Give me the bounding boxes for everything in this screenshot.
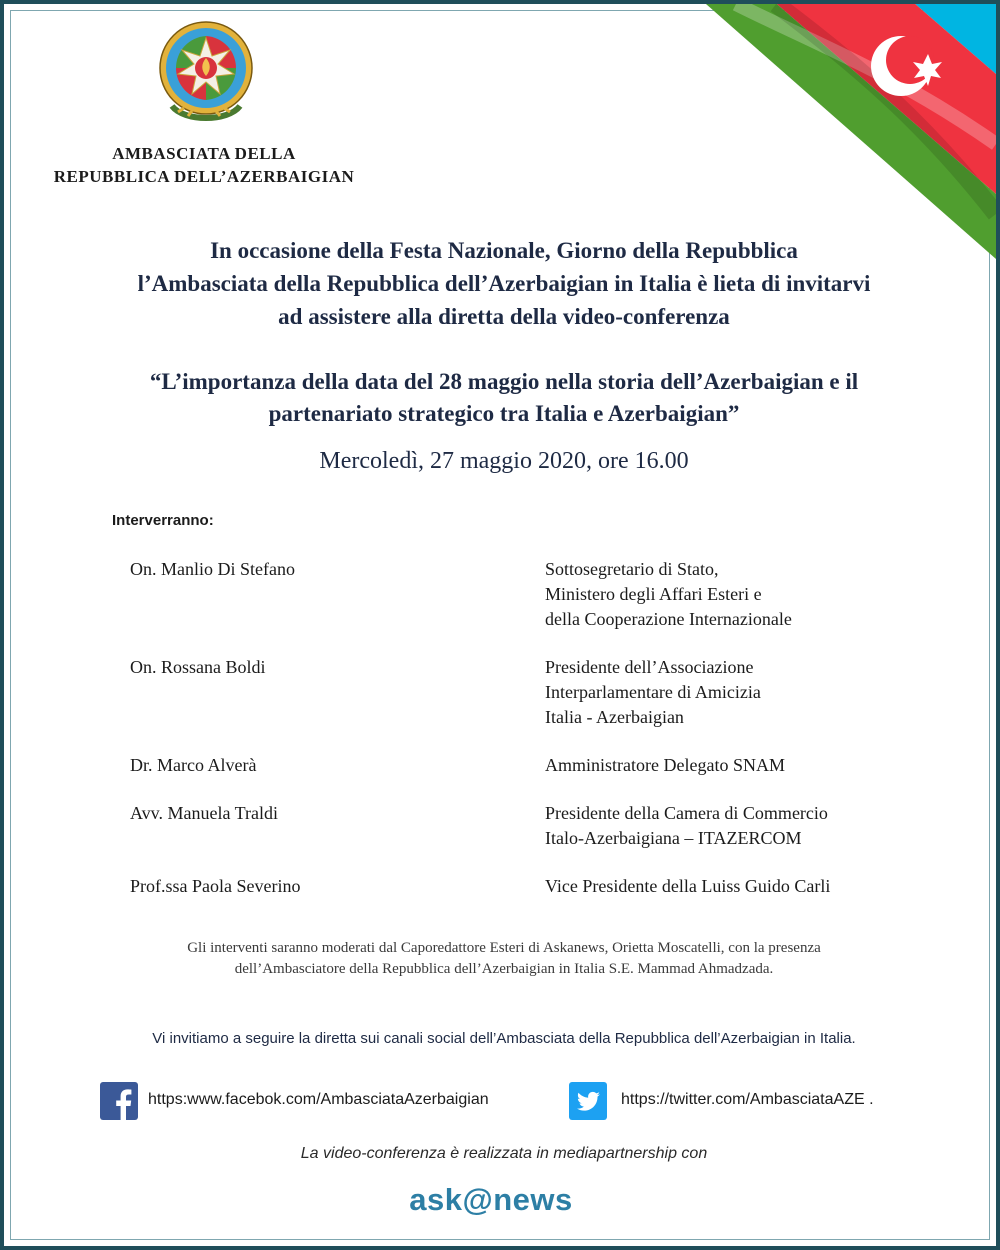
speaker-role-line: Italia - Azerbaigian [545,707,684,727]
azerbaijan-emblem-icon [154,18,258,128]
speaker-role [545,557,792,632]
intro-text [44,234,964,333]
facebook-link[interactable]: https:www.facebok.com/AmbasciataAzerbaigian [148,1091,489,1108]
speaker-role-line: Ministero degli Affari Esteri e [545,584,762,604]
embassy-name-line2: REPUBBLICA DELL’AZERBAIGIAN [53,167,355,186]
speaker-role [545,655,761,730]
speaker-name: On. Rossana Boldi [130,657,266,677]
moderation-line1: Gli interventi saranno moderati dal Caporedattore Esteri di Askanews, Orietta Moscatelli, con la presenza [187,940,821,956]
speaker-name: Dr. Marco Alverà [130,755,257,775]
speaker-name: Avv. Manuela Traldi [130,803,278,823]
speaker-role-line: della Cooperazione Internazionale [545,609,792,629]
askanews-logo: ask@news [409,1182,573,1217]
speaker-role-line: Interparlamentare di Amicizia [545,682,761,702]
follow-invitation: Vi invitiamo a seguire la diretta sui canali social dell’Ambasciata della Repubblica dell’Azerbaigian in Italia. [152,1030,856,1047]
speaker-name: On. Manlio Di Stefano [130,559,295,579]
conference-title-line2: partenariato strategico tra Italia e Azerbaigian” [268,401,740,426]
speaker-role [545,874,830,899]
twitter-icon[interactable] [569,1082,607,1120]
twitter-link[interactable]: https://twitter.com/AmbasciataAZE . [621,1091,874,1108]
speaker-name: Prof.ssa Paola Severino [130,876,301,896]
speaker-role-line: Amministratore Delegato SNAM [545,755,785,775]
speaker-role-line: Presidente della Camera di Commercio [545,803,828,823]
embassy-name [34,142,374,188]
mediapartnership-note: La video-conferenza è realizzata in mediapartnership con [300,1145,708,1162]
moderation-note [64,938,944,980]
moderation-line2: dell’Ambasciatore della Repubblica dell’Azerbaigian in Italia S.E. Mammad Ahmadzada. [234,961,774,977]
speaker-role-line: Presidente dell’Associazione [545,657,754,677]
speaker-role-line: Sottosegretario di Stato, [545,559,719,579]
speakers-heading: Interverranno: [112,512,214,529]
speaker-role-line: Vice Presidente della Luiss Guido Carli [545,876,831,896]
conference-title-line1: “L’importanza della data del 28 maggio nella storia dell’Azerbaigian e il [149,369,859,394]
intro-line3: ad assistere alla diretta della video-conferenza [278,304,730,329]
speaker-role [545,801,828,851]
speaker-role [545,753,785,778]
azerbaijan-flag-icon [696,4,996,264]
conference-date: Mercoledì, 27 maggio 2020, ore 16.00 [319,448,689,474]
conference-title [44,366,964,430]
facebook-icon[interactable] [100,1082,138,1120]
embassy-name-line1: AMBASCIATA DELLA [112,144,296,163]
intro-line1: In occasione della Festa Nazionale, Giorno della Repubblica [210,238,798,263]
speaker-role-line: Italo-Azerbaigiana – ITAZERCOM [545,828,802,848]
intro-line2: l’Ambasciata della Repubblica dell’Azerbaigian in Italia è lieta di invitarvi [137,271,871,296]
